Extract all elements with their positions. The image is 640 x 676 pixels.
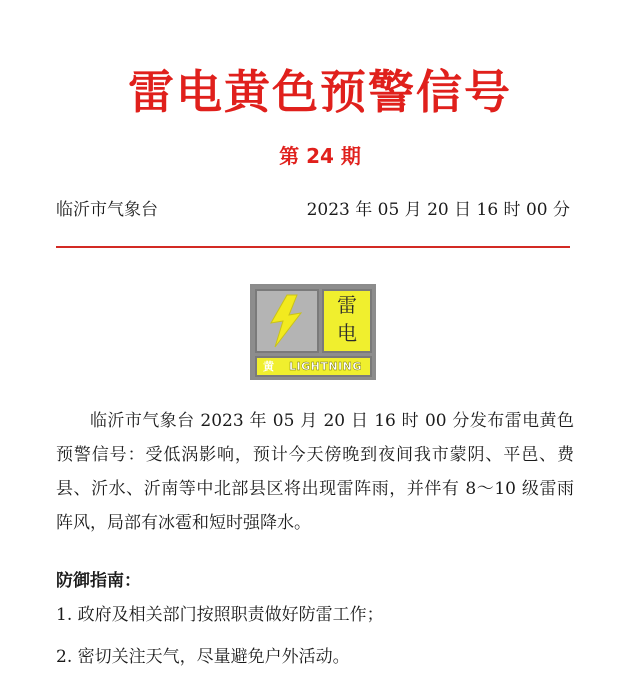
english-label: LIGHTNING [289, 360, 362, 373]
level-strip [255, 356, 372, 377]
issued-time: 2023 年 05 月 20 日 16 时 00 分 [306, 200, 570, 220]
issue-number: 第 24 期 [279, 144, 361, 168]
header-divider [56, 246, 570, 248]
lightning-bolt-icon [255, 289, 319, 353]
page-title: 雷电黄色预警信号 [128, 65, 512, 119]
guidance-heading: 防御指南： [56, 571, 141, 591]
level-char: 黄 [263, 360, 274, 373]
guidance-item: 2. 密切关注天气，尽量避免户外活动。 [56, 647, 350, 667]
guidance-item: 1. 政府及相关部门按照职责做好防雷工作； [56, 605, 384, 625]
hazard-char-1: 雷 [337, 293, 357, 317]
warning-paragraph: 临沂市气象台 2023 年 05 月 20 日 16 时 00 分发布雷电黄色预警信号：受低涡影响，预计今天傍晚到夜间我市蒙阴、平邑、费县、沂水、沂南等中北部县区将出现雷阵雨，并伴有 8～10 级雷雨阵风，局部有冰雹和短时强降水。 [56, 411, 574, 533]
hazard-label [322, 289, 372, 353]
issuer-name: 临沂市气象台 [56, 200, 158, 220]
lightning-warning-badge [250, 284, 376, 380]
hazard-char-2: 电 [337, 321, 357, 345]
